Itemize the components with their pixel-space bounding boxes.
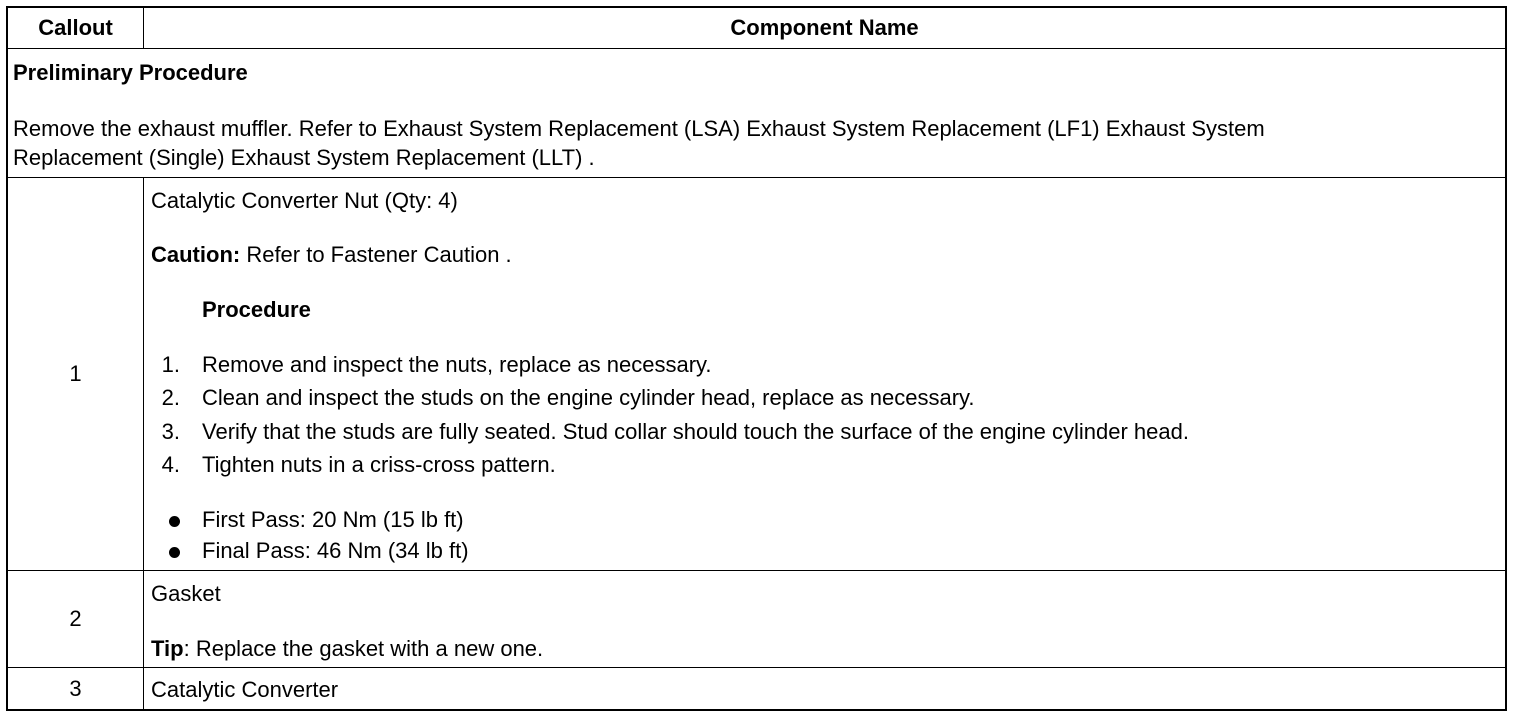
tip-text: : Replace the gasket with a new one. (183, 636, 544, 661)
procedure-step: Clean and inspect the studs on the engine cylinder head, replace as necessary. (202, 385, 975, 410)
preliminary-procedure-text-line1: Remove the exhaust muffler. Refer to Exhaust System Replacement (LSA) Exhaust System Replacement (LF1) Exhaust System (13, 116, 1265, 141)
procedure-step: Verify that the studs are fully seated. Stud collar should touch the surface of the engine cylinder head. (202, 419, 1189, 444)
caution-label: Caution: (151, 242, 241, 267)
preliminary-procedure-row (8, 49, 1505, 178)
step-number: 3. (161, 419, 180, 444)
caution-text: Refer to Fastener Caution . (240, 242, 512, 267)
bullet-icon (169, 547, 180, 558)
table-row (8, 178, 1505, 571)
step-number: 2. (161, 385, 180, 410)
caution-note (151, 242, 512, 268)
torque-spec: Final Pass: 46 Nm (34 lb ft) (202, 538, 469, 563)
component-name: Catalytic Converter (151, 677, 339, 702)
component-cell (144, 668, 1505, 709)
callout-cell: 1 (8, 178, 144, 570)
table-row (8, 571, 1505, 668)
tip-note (151, 636, 543, 662)
procedure-step: Remove and inspect the nuts, replace as necessary. (202, 352, 712, 377)
component-table (6, 6, 1507, 711)
callout-cell: 2 (8, 571, 144, 667)
step-number: 4. (161, 452, 180, 477)
component-name-column-header: Component Name (730, 15, 919, 40)
table-header-row (8, 8, 1505, 49)
preliminary-procedure-title: Preliminary Procedure (13, 60, 248, 85)
bullet-icon (169, 516, 180, 527)
table-row (8, 668, 1505, 709)
torque-spec: First Pass: 20 Nm (15 lb ft) (202, 507, 464, 532)
callout-column-header: Callout (8, 8, 144, 48)
procedure-title: Procedure (202, 297, 311, 322)
component-cell (144, 571, 1505, 667)
preliminary-procedure-text-line2: Replacement (Single) Exhaust System Replacement (LLT) . (13, 145, 595, 170)
component-name: Gasket (151, 581, 221, 606)
procedure-step: Tighten nuts in a criss-cross pattern. (202, 452, 556, 477)
component-cell (144, 178, 1505, 570)
callout-cell: 3 (8, 668, 144, 709)
tip-label: Tip (151, 636, 184, 661)
component-name: Catalytic Converter Nut (Qty: 4) (151, 188, 458, 213)
step-number: 1. (161, 352, 180, 377)
